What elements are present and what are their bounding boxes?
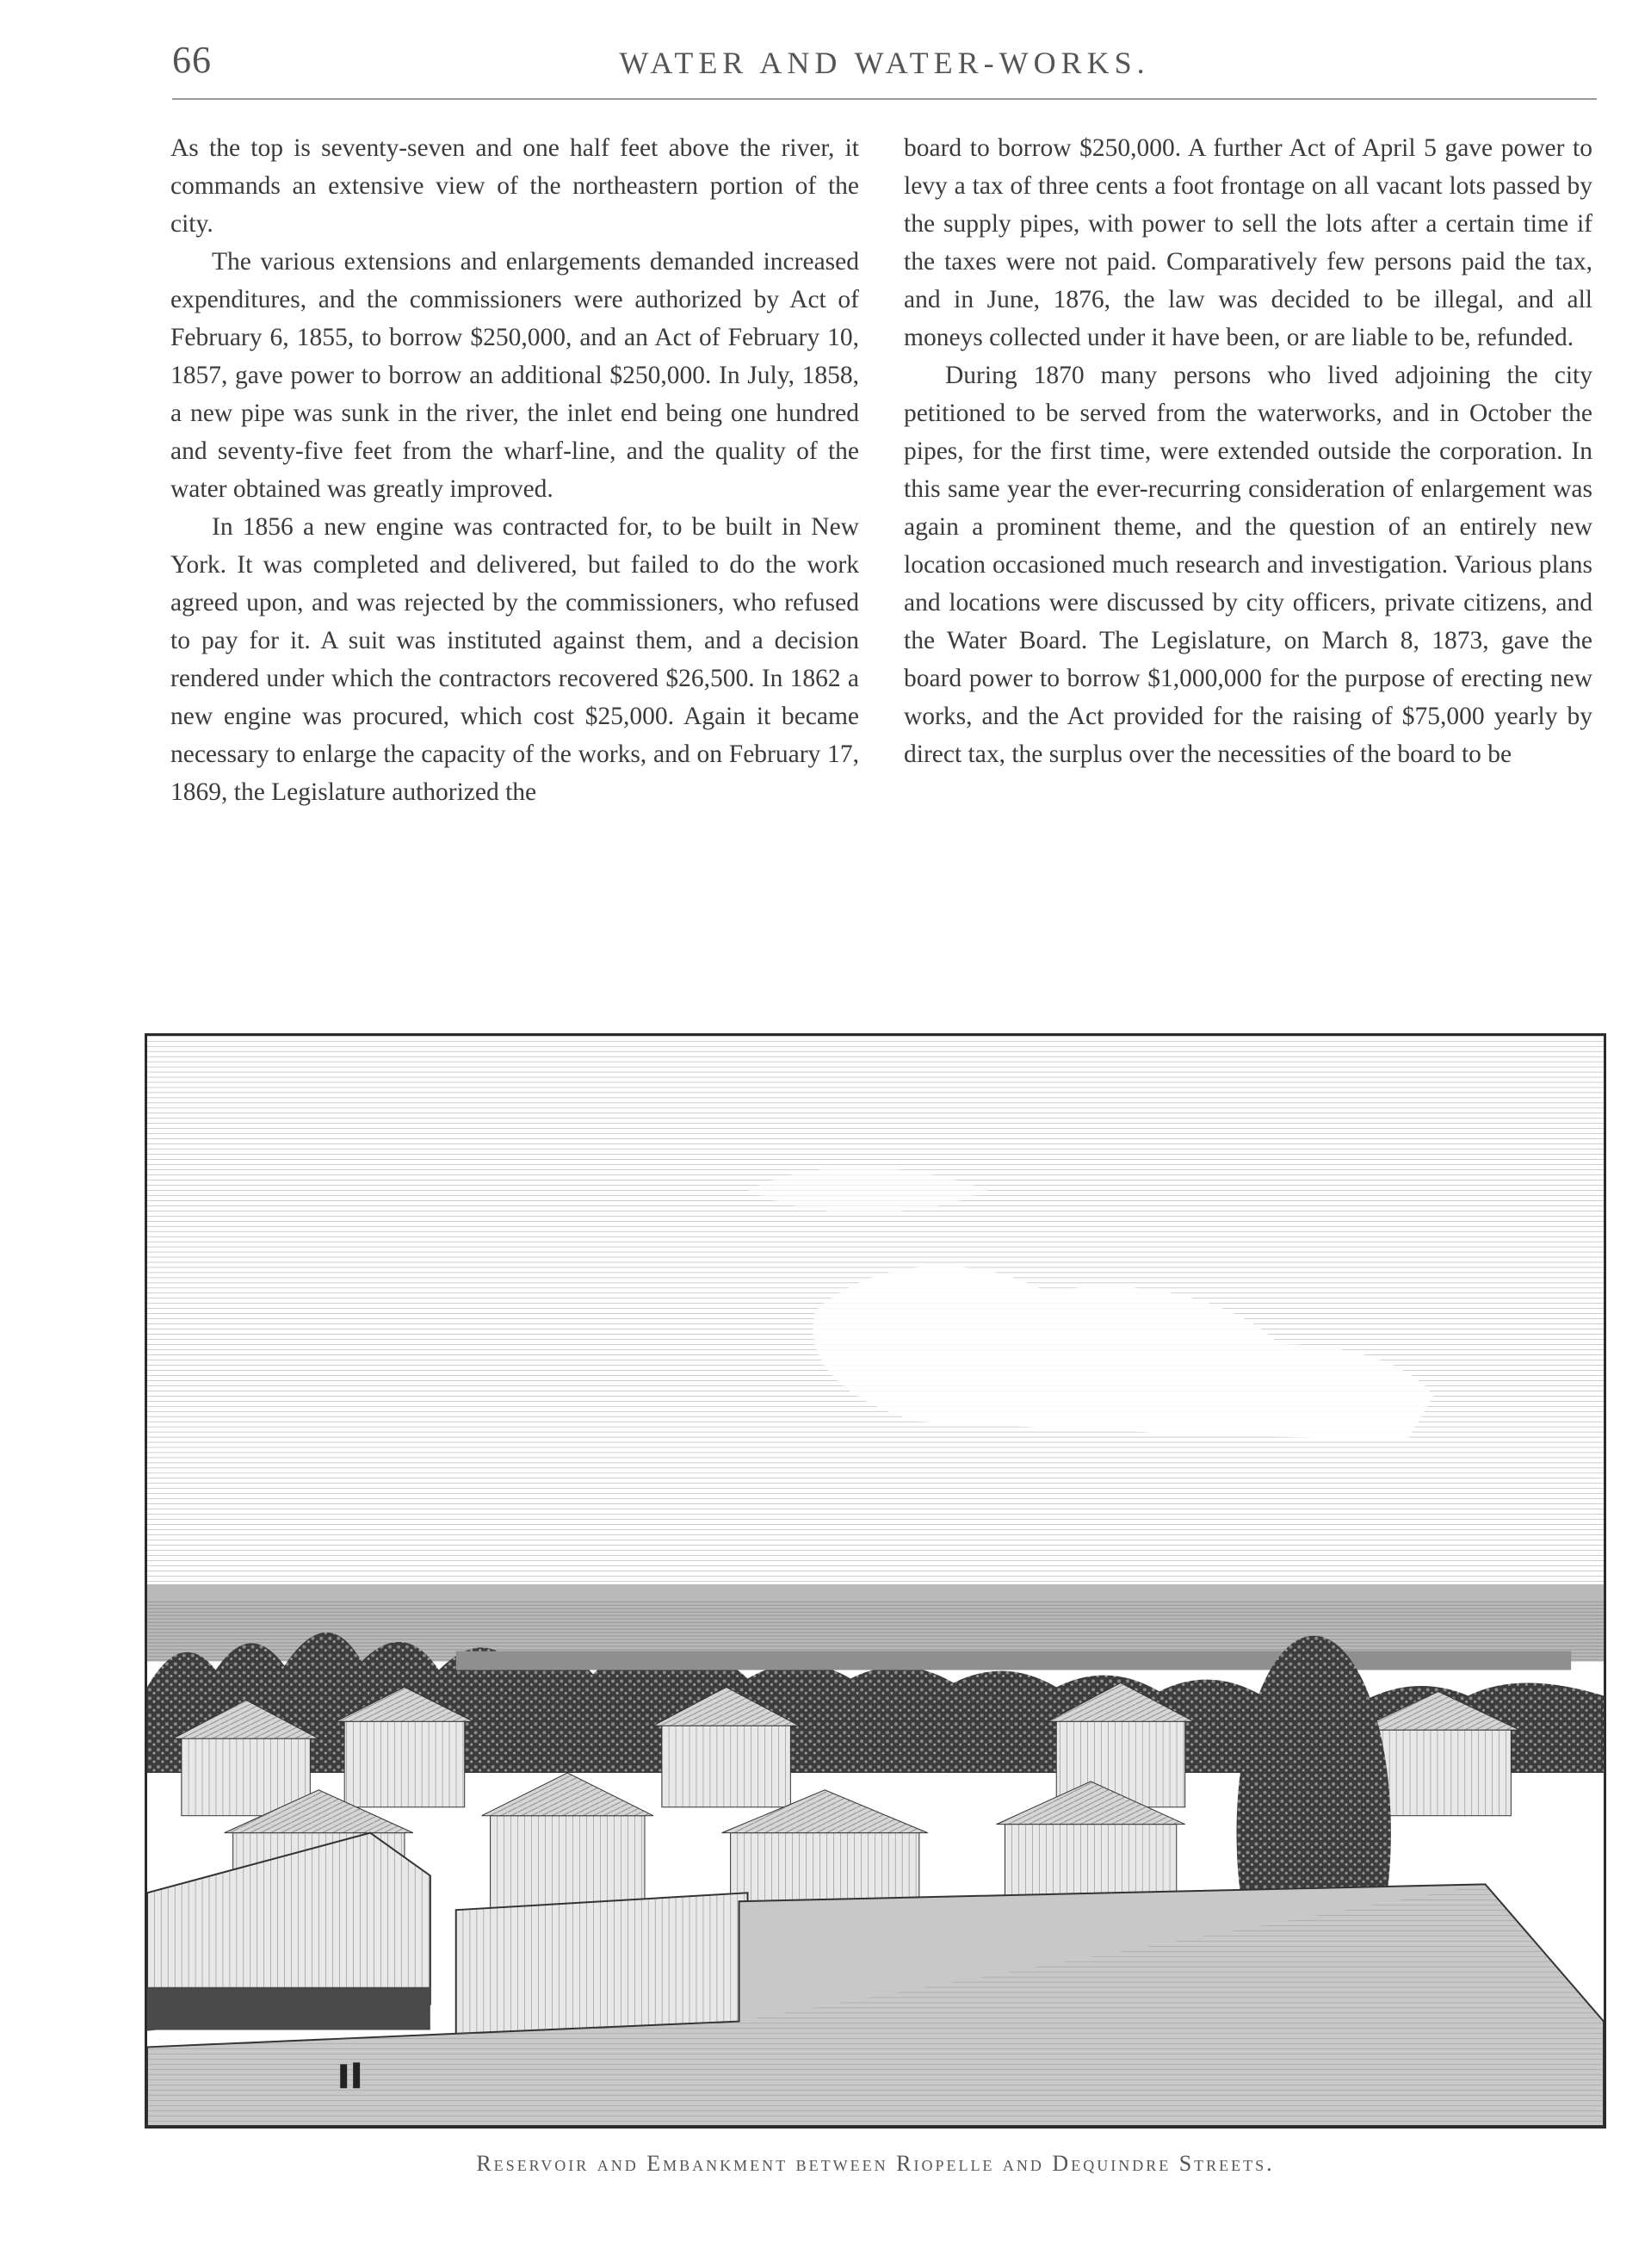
left-column (170, 129, 859, 811)
figure-caption: Reservoir and Embankment between Riopelle and Dequindre Streets. (476, 2151, 1275, 2176)
page-header (172, 38, 1597, 98)
right-column (904, 129, 1592, 773)
running-title: WATER AND WATER-WORKS. (619, 46, 1150, 80)
header-rule (172, 98, 1597, 100)
paragraph: As the top is seventy-seven and one half feet above the river, it commands an extensive view of the northeastern portion of the city. (170, 134, 859, 238)
paragraph: The various extensions and enlargements demanded increased expenditures, and the commissioners were authorized by Act of February 6, 1855, to borrow $250,000, and an Act of February 10, 1857, gave power to borrow an additional $250,000. In July, 1858, a new pipe was sunk in the river, the inlet end being one hundred and seventy-five feet from the wharf-line, and the quality of the water obtained was greatly improved. (170, 248, 859, 503)
paragraph: board to borrow $250,000. A further Act of April 5 gave power to levy a tax of three cents a foot frontage on all vacant lots passed by the supply pipes, with power to sell the lots after a certain time if the taxes were not paid. Comparatively few persons paid the tax, and in June, 1876, the law was decided to be illegal, and all moneys collected under it have been, or are liable to be, refunded. (904, 134, 1592, 351)
page-number: 66 (172, 39, 212, 81)
paragraph: During 1870 many persons who lived adjoining the city petitioned to be served from the waterworks, and in October the pipes, for the first time, were extended outside the corporation. In this same year the ever-recurring consideration of enlargement was again a prominent theme, and the question of an entirely new location occasioned much research and investigation. Various plans and locations were discussed by city officers, private citizens, and the Water Board. The Legislature, on March 8, 1873, gave the board power to borrow $1,000,000 for the purpose of erecting new works, and the Act provided for the raising of $75,000 yearly by direct tax, the surplus over the necessities of the board to be (904, 362, 1592, 768)
engraving-illustration (145, 1033, 1606, 2129)
paragraph: In 1856 a new engine was contracted for, to be built in New York. It was completed and delivered, but failed to do the work agreed upon, and was rejected by the commissioners, who refused to pay for it. A suit was instituted against them, and a decision rendered under which the contractors recovered $26,500. In 1862 a new engine was procured, which cost $25,000. Again it became necessary to enlarge the capacity of the works, and on February 17, 1869, the Legislature authorized the (170, 513, 859, 806)
engraving-image (147, 1036, 1604, 2126)
